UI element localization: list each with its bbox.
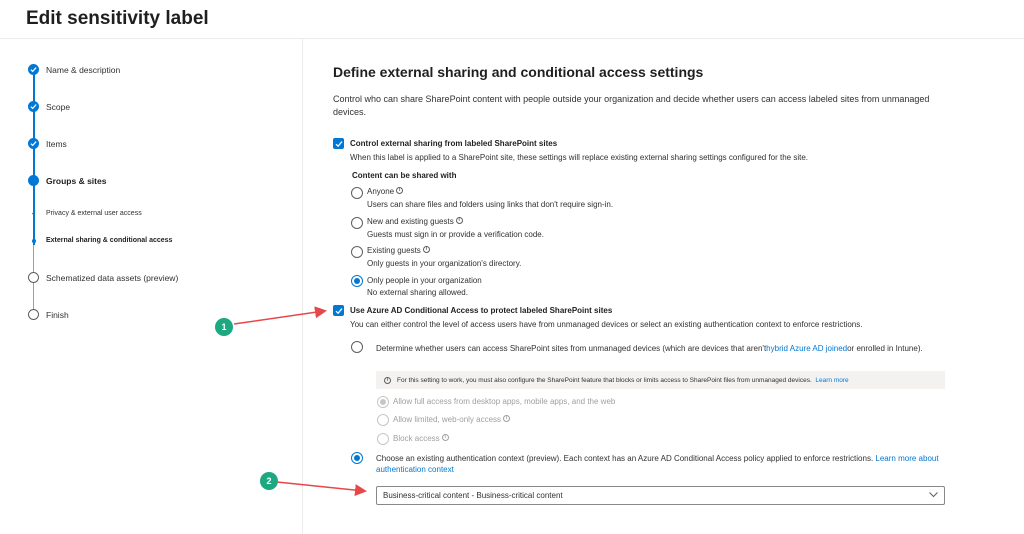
conditional-access-label[interactable]: Use Azure AD Conditional Access to protect labeled SharePoint sites bbox=[350, 306, 613, 315]
option-allow-full-access-label: Allow full access from desktop apps, mobile apps, and the web bbox=[393, 397, 616, 406]
page-title: Edit sensitivity label bbox=[26, 8, 209, 29]
wizard-step-finish[interactable]: Finish bbox=[46, 310, 69, 320]
info-icon[interactable]: i bbox=[423, 246, 430, 253]
notice-learn-more-link[interactable]: Learn more bbox=[815, 376, 849, 384]
info-icon: i bbox=[442, 434, 449, 441]
dropdown-selected-value: Business-critical content - Business-critical content bbox=[383, 491, 563, 500]
option-existing-guests-label[interactable]: Existing guests i bbox=[367, 246, 430, 255]
info-icon: i bbox=[384, 377, 391, 384]
annotation-arrow-1 bbox=[234, 311, 324, 324]
section-heading: Define external sharing and conditional access settings bbox=[333, 64, 704, 80]
learn-more-auth-context-link[interactable]: Learn bbox=[875, 454, 896, 463]
option-auth-context-label[interactable]: Choose an existing authentication context (preview). Each context has an Azure AD Conditional Access policy applied to enforce restrictions. Learn more about authentication context bbox=[376, 454, 939, 474]
option-allow-limited-label: Allow limited, web-only access i bbox=[393, 415, 510, 424]
wizard-step-groups-sites[interactable]: Groups & sites bbox=[46, 176, 107, 186]
option-anyone-label[interactable]: Anyone i bbox=[367, 187, 403, 196]
annotation-badge-1: 1 bbox=[215, 318, 233, 336]
info-icon[interactable]: i bbox=[456, 217, 463, 224]
option-anyone-desc: Users can share files and folders using links that don't require sign-in. bbox=[367, 200, 614, 209]
annotation-arrow-2 bbox=[277, 482, 364, 491]
option-block-access-label: Block access i bbox=[393, 434, 449, 443]
info-icon[interactable]: i bbox=[396, 187, 403, 194]
wizard-step-items[interactable]: Items bbox=[46, 139, 67, 149]
hybrid-azure-ad-link[interactable]: hybrid Azure AD joined bbox=[766, 344, 848, 353]
option-unmanaged-devices-label[interactable]: Determine whether users can access SharePoint sites from unmanaged devices (which are devices that aren'thybrid Azure AD joinedor enrolled in Intune). bbox=[376, 344, 923, 353]
option-existing-guests-desc: Only guests in your organization's directory. bbox=[367, 259, 522, 268]
option-new-existing-guests-desc: Guests must sign in or provide a verification code. bbox=[367, 230, 544, 239]
option-new-existing-guests-label[interactable]: New and existing guests i bbox=[367, 217, 463, 226]
conditional-access-help: You can either control the level of access users have from unmanaged devices or select an existing authentication context to enforce restrictions. bbox=[350, 320, 863, 329]
option-only-org-label[interactable]: Only people in your organization bbox=[367, 276, 482, 285]
wizard-step-schematized[interactable]: Schematized data assets (preview) bbox=[46, 273, 179, 283]
wizard-step-name[interactable]: Name & description bbox=[46, 65, 121, 75]
share-group-label: Content can be shared with bbox=[352, 171, 457, 180]
external-sharing-help: When this label is applied to a SharePoint site, these settings will replace existing external sharing settings configured for the site. bbox=[350, 153, 809, 162]
wizard-substep-privacy[interactable]: Privacy & external user access bbox=[46, 210, 142, 217]
wizard-step-scope[interactable]: Scope bbox=[46, 102, 71, 112]
annotation-badge-2: 2 bbox=[260, 472, 278, 490]
info-notice: i For this setting to work, you must also configure the SharePoint feature that blocks or limits access to SharePoint files from unmanaged devices. Learn more bbox=[376, 371, 945, 389]
learn-more-auth-context-link-cont[interactable]: more about authentication context bbox=[376, 454, 939, 474]
wizard-substep-external-sharing[interactable]: External sharing & conditional access bbox=[46, 237, 173, 244]
external-sharing-label[interactable]: Control external sharing from labeled SharePoint sites bbox=[350, 139, 558, 148]
substep-complete-icon: ✓ bbox=[31, 210, 37, 217]
option-only-org-desc: No external sharing allowed. bbox=[367, 288, 468, 297]
info-icon: i bbox=[503, 415, 510, 422]
section-description: Control who can share SharePoint content with people outside your organization and decide whether users can access labeled sites from unmanaged devices. bbox=[333, 94, 930, 117]
